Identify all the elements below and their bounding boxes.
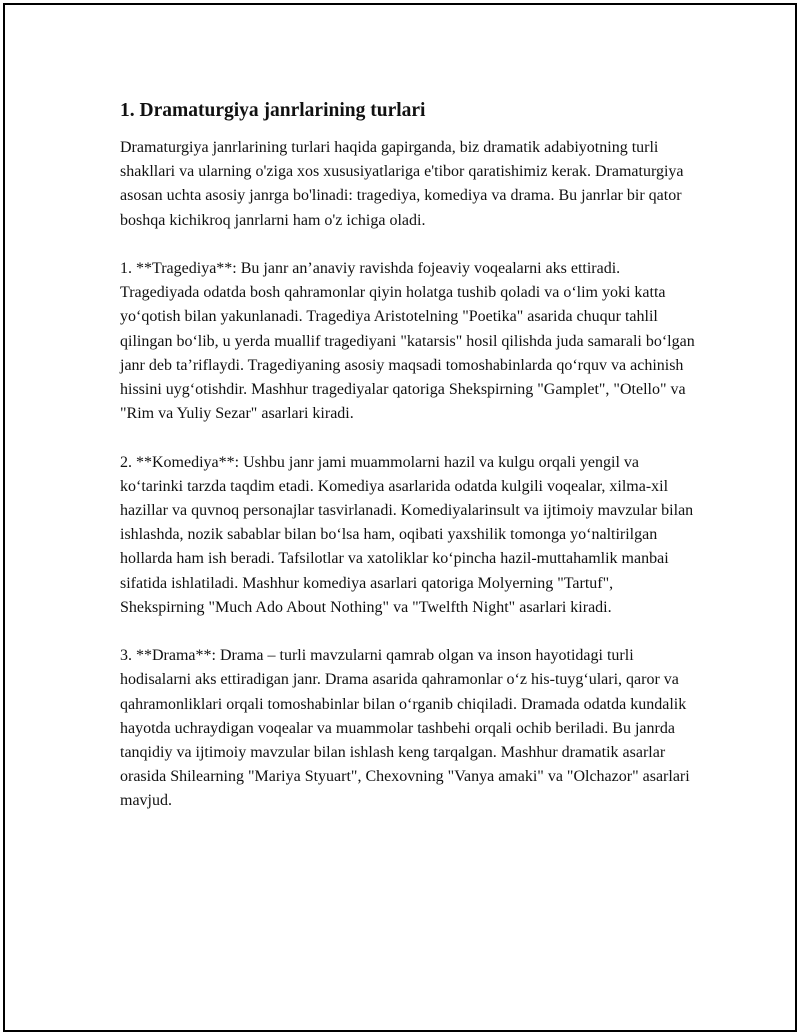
- intro-paragraph: Dramaturgiya janrlarining turlari haqida gapirganda, biz dramatik adabiyotning turli shakllari va ularning o'ziga xos xususiyatlariga e'tibor qaratishimiz kerak. Dramaturgiya asosan uchta asosiy janrga bo'linadi: tragediya, komediya va drama. Bu janrlar bir qator boshqa kichikroq janrlarni ham o'z ichiga oladi.: [120, 139, 684, 229]
- section-heading: 1. Dramaturgiya janrlarining turlari: [120, 100, 426, 121]
- tragedy-paragraph: 1. **Tragediya**: Bu janr an’anaviy ravishda fojeaviy voqealarni aks ettiradi. Tragediyada odatda bosh qahramonlar qiyin holatga tushib qoladi va o‘lim yoki katta yo‘qotish bilan yakunlanadi. Tragediya Aristotelning "Poetika" asarida chuqur tahlil qilingan bo‘lib, u yerda muallif tragediyani "katarsis" hosil qilishda juda samarali bo‘lgan janr deb ta’riflaydi. Tragediyaning asosiy maqsadi tomoshabinlarda qo‘rquv va achinish hissini uyg‘otishdir. Mashhur tragediyalar qatoriga Shekspirning "Gamplet", "Otello" va "Rim va Yuliy Sezar" asarlari kiradi.: [120, 260, 695, 423]
- drama-paragraph: 3. **Drama**: Drama – turli mavzularni qamrab olgan va inson hayotidagi turli hodisalarni aks ettiradigan janr. Drama asarida qahramonlar o‘z his-tuyg‘ulari, qaror va qahramonliklari orqali tomoshabinlar bilan o‘rganib chiqiladi. Dramada odatda kundalik hayotda uchraydigan voqealar va muammolar tashbehi orqali ochib beriladi. Bu janrda tanqidiy va ijtimoiy mavzular bilan ishlash keng tarqalgan. Mashhur dramatik asarlar orasida Shilearning "Mariya Styuart", Chexovning "Vanya amaki" va "Olchazor" asarlari mavjud.: [120, 647, 690, 810]
- document-body: [120, 97, 695, 838]
- page-frame: [3, 3, 797, 1032]
- comedy-paragraph: 2. **Komediya**: Ushbu janr jami muammolarni hazil va kulgu orqali yengil va ko‘tarinki tarzda taqdim etadi. Komediya asarlarida odatda kulgili voqealar, xilma-xil hazillar va quvnoq personajlar tasvirlanadi. Komediyalarinsult va ijtimoiy mavzular bilan ishlashda, nozik sabablar bilan bo‘lsa ham, oqibati yaxshilik tomonga yo‘naltirilgan hollarda ham ish beradi. Tafsilotlar va xatoliklar ko‘pincha hazil-muttahamlik manbai sifatida ishlatiladi. Mashhur komediya asarlari qatoriga Molyerning "Tartuf", Shekspirning "Much Ado About Nothing" va "Twelfth Night" asarlari kiradi.: [120, 453, 694, 616]
